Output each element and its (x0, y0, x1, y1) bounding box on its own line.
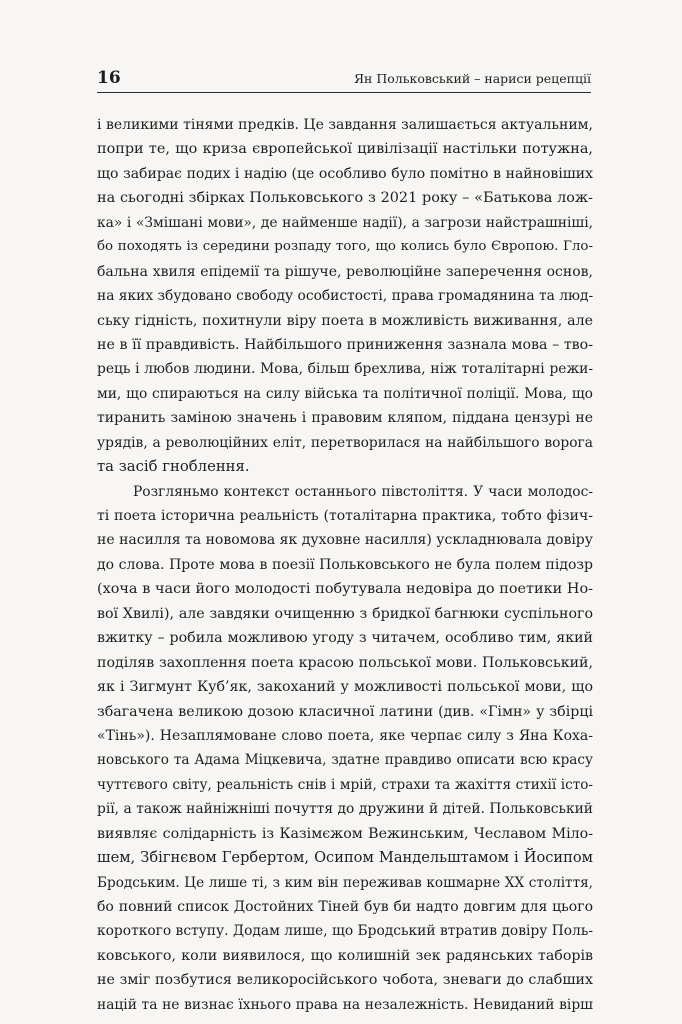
text-line: «Тінь»). Незаплямоване слово поета, яке черпає силу з Яна Коха- (97, 727, 593, 744)
body-text (97, 113, 593, 1017)
text-line: до слова. Проте мова в поезії Польковського не була полем підозр (97, 556, 593, 573)
text-line: не зміг позбутися великоросійського чобота, зневаги до слабших (97, 972, 593, 989)
page-number: 16 (97, 68, 121, 88)
text-line: вої Хвилі), але завдяки очищенню з бридкої багнюки суспільного (97, 605, 593, 622)
text-line: виявляє солідарність із Казімєжом Вежинським, Чеславом Міло- (97, 825, 593, 842)
text-line: шем, Збігнєвом Гербертом, Осипом Мандельштамом і Йосипом (97, 849, 593, 867)
text-line: рії, а також найніжніші почуття до дружини й дітей. Польковський (97, 801, 593, 818)
text-line: тиранить заміною значень і правовим кляпом, піддана цензурі не (97, 410, 593, 427)
text-line: збагачена великою дозою класичної латини (див. «Гімн» у збірці (97, 703, 593, 720)
text-line: ську гідність, похитнули віру поета в можливість виживання, але (97, 312, 593, 329)
running-title: Ян Польковський – нариси рецепції (353, 71, 591, 86)
text-line: бальна хвиля епідемії та рішуче, революційне заперечення основ, (97, 263, 593, 280)
text-line: рець і любов людини. Мова, більш брехлива, ніж тоталітарні режи- (97, 361, 593, 378)
text-line: короткого вступу. Додам лише, що Бродський втратив довіру Поль- (97, 923, 593, 940)
text-line: (хоча в часи його молодості побутувала недовіра до поетики Но- (97, 581, 593, 598)
text-line: на сьогодні збірках Польковського з 2021 року – «Батькова лож- (97, 190, 593, 207)
text-line: новського та Адама Міцкевича, здатне правдиво описати всю красу (97, 752, 593, 769)
text-line: ми, що спираються на силу війська та політичної поліції. Мова, що (97, 385, 593, 402)
text-line: ка» і «Змішані мови», де найменше надії), а загрози найстрашніші, (97, 214, 593, 231)
text-line: націй та не визнає їхнього права на незалежність. Невиданий вірш (97, 996, 593, 1013)
text-line: вжитку – робила можливою угоду з читачем, особливо тим, який (97, 630, 593, 647)
text-line: що забирає подих і надію (це особливо було помітно в найновіших (97, 165, 593, 182)
text-line: Бродським. Це лише ті, з ким він переживав кошмарне ХХ століття, (97, 874, 593, 891)
text-line: бо повний список Достойних Тіней був би надто довгим для цього (97, 899, 593, 915)
text-line: попри те, що криза європейської цивілізації настільки потужна, (97, 141, 593, 158)
page-header (97, 68, 591, 93)
text-line: бо походять із середини розпаду того, що колись було Європою. Гло- (97, 239, 593, 255)
text-line: чуттєвого світу, реальність снів і мрій, страхи та жахіття стихії істо- (97, 776, 593, 793)
text-line: на яких збудовано свободу особистості, права громадянина та люд- (97, 288, 593, 305)
text-line: не в її правдивість. Найбільшого приниження зазнала мова – тво- (97, 336, 593, 353)
text-line: як і Зигмунт Куб’як, закоханий у можливості польської мови, що (97, 679, 593, 696)
text-line: і великими тінями предків. Це завдання залишається актуальним, (97, 117, 593, 133)
text-line: та засіб гноблення. (97, 458, 250, 476)
text-line: поділяв захоплення поета красою польської мови. Польковський, (97, 654, 593, 671)
text-line: Розгляньмо контекст останнього півстоліття. У часи молодос- (133, 483, 593, 500)
text-line: урядів, а революційних еліт, перетворилася на найбільшого ворога (97, 434, 593, 451)
text-line: ті поета історична реальність (тоталітарна практика, тобто фізич- (97, 508, 593, 524)
text-line: ковського, коли виявилося, що колишній зек радянських таборів (97, 947, 593, 964)
text-line: не насилля та новомова як духовне насилля) ускладнювала довіру (97, 532, 593, 549)
